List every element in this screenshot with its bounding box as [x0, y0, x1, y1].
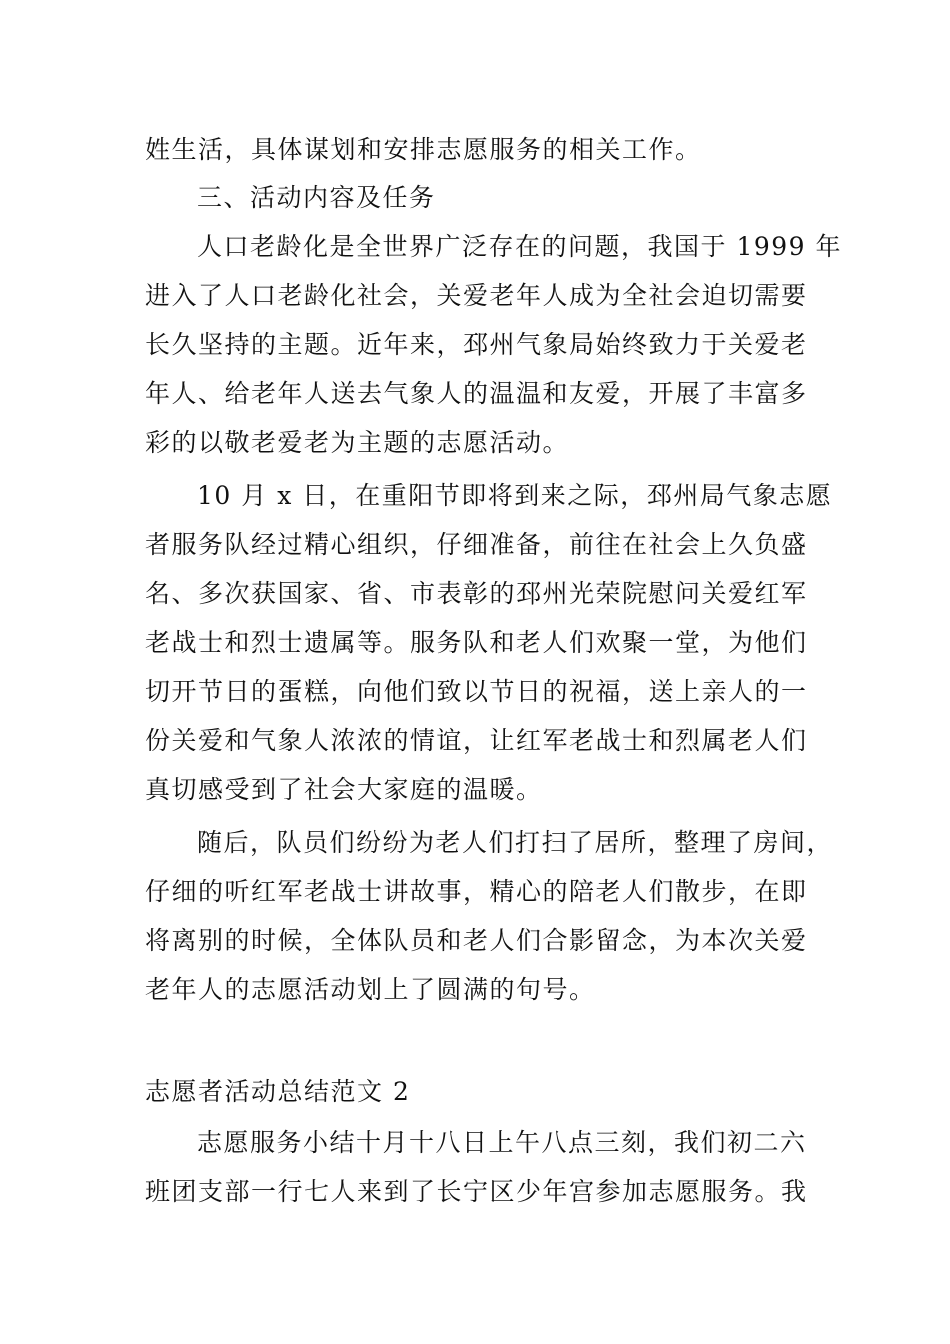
paragraph-line: 进入了人口老龄化社会，关爱老年人成为全社会迫切需要: [145, 281, 808, 310]
paragraph-line: 者服务队经过精心组织，仔细准备，前往在社会上久负盛: [145, 530, 808, 559]
paragraph-line: 切开节日的蛋糕，向他们致以节日的祝福，送上亲人的一: [145, 677, 808, 706]
section-heading: 三、活动内容及任务: [197, 183, 436, 212]
paragraph-line: 长久坚持的主题。近年来，邳州气象局始终致力于关爱老: [145, 330, 808, 359]
paragraph-line: 名、多次获国家、省、市表彰的邳州光荣院慰问关爱红军: [145, 579, 808, 608]
paragraph-line: 真切感受到了社会大家庭的温暖。: [145, 775, 543, 804]
paragraph-line: 班团支部一行七人来到了长宁区少年宫参加志愿服务。我: [145, 1177, 808, 1206]
paragraph-line: 仔细的听红军老战士讲故事，精心的陪老人们散步，在即: [145, 877, 808, 906]
paragraph-line: 志愿服务小结十月十八日上午八点三刻，我们初二六: [197, 1128, 807, 1157]
paragraph-line: 老战士和烈士遗属等。服务队和老人们欢聚一堂，为他们: [145, 628, 808, 657]
paragraph-line: 老年人的志愿活动划上了圆满的句号。: [145, 975, 596, 1004]
paragraph-line: 彩的以敬老爱老为主题的志愿活动。: [145, 428, 570, 457]
paragraph-line: 随后，队员们纷纷为老人们打扫了居所，整理了房间，: [197, 828, 834, 857]
paragraph-line: 姓生活，具体谋划和安排志愿服务的相关工作。: [145, 135, 702, 164]
paragraph-line: 将离别的时候，全体队员和老人们合影留念，为本次关爱: [145, 926, 808, 955]
paragraph-line: 人口老龄化是全世界广泛存在的问题，我国于 1999 年: [197, 232, 843, 261]
paragraph-line: 年人、给老年人送去气象人的温温和友爱，开展了丰富多: [145, 379, 808, 408]
paragraph-line: 份关爱和气象人浓浓的情谊，让红军老战士和烈属老人们: [145, 726, 808, 755]
document-title: 志愿者活动总结范文 2: [145, 1077, 411, 1106]
paragraph-line: 10 月 x 日，在重阳节即将到来之际，邳州局气象志愿: [197, 481, 833, 510]
